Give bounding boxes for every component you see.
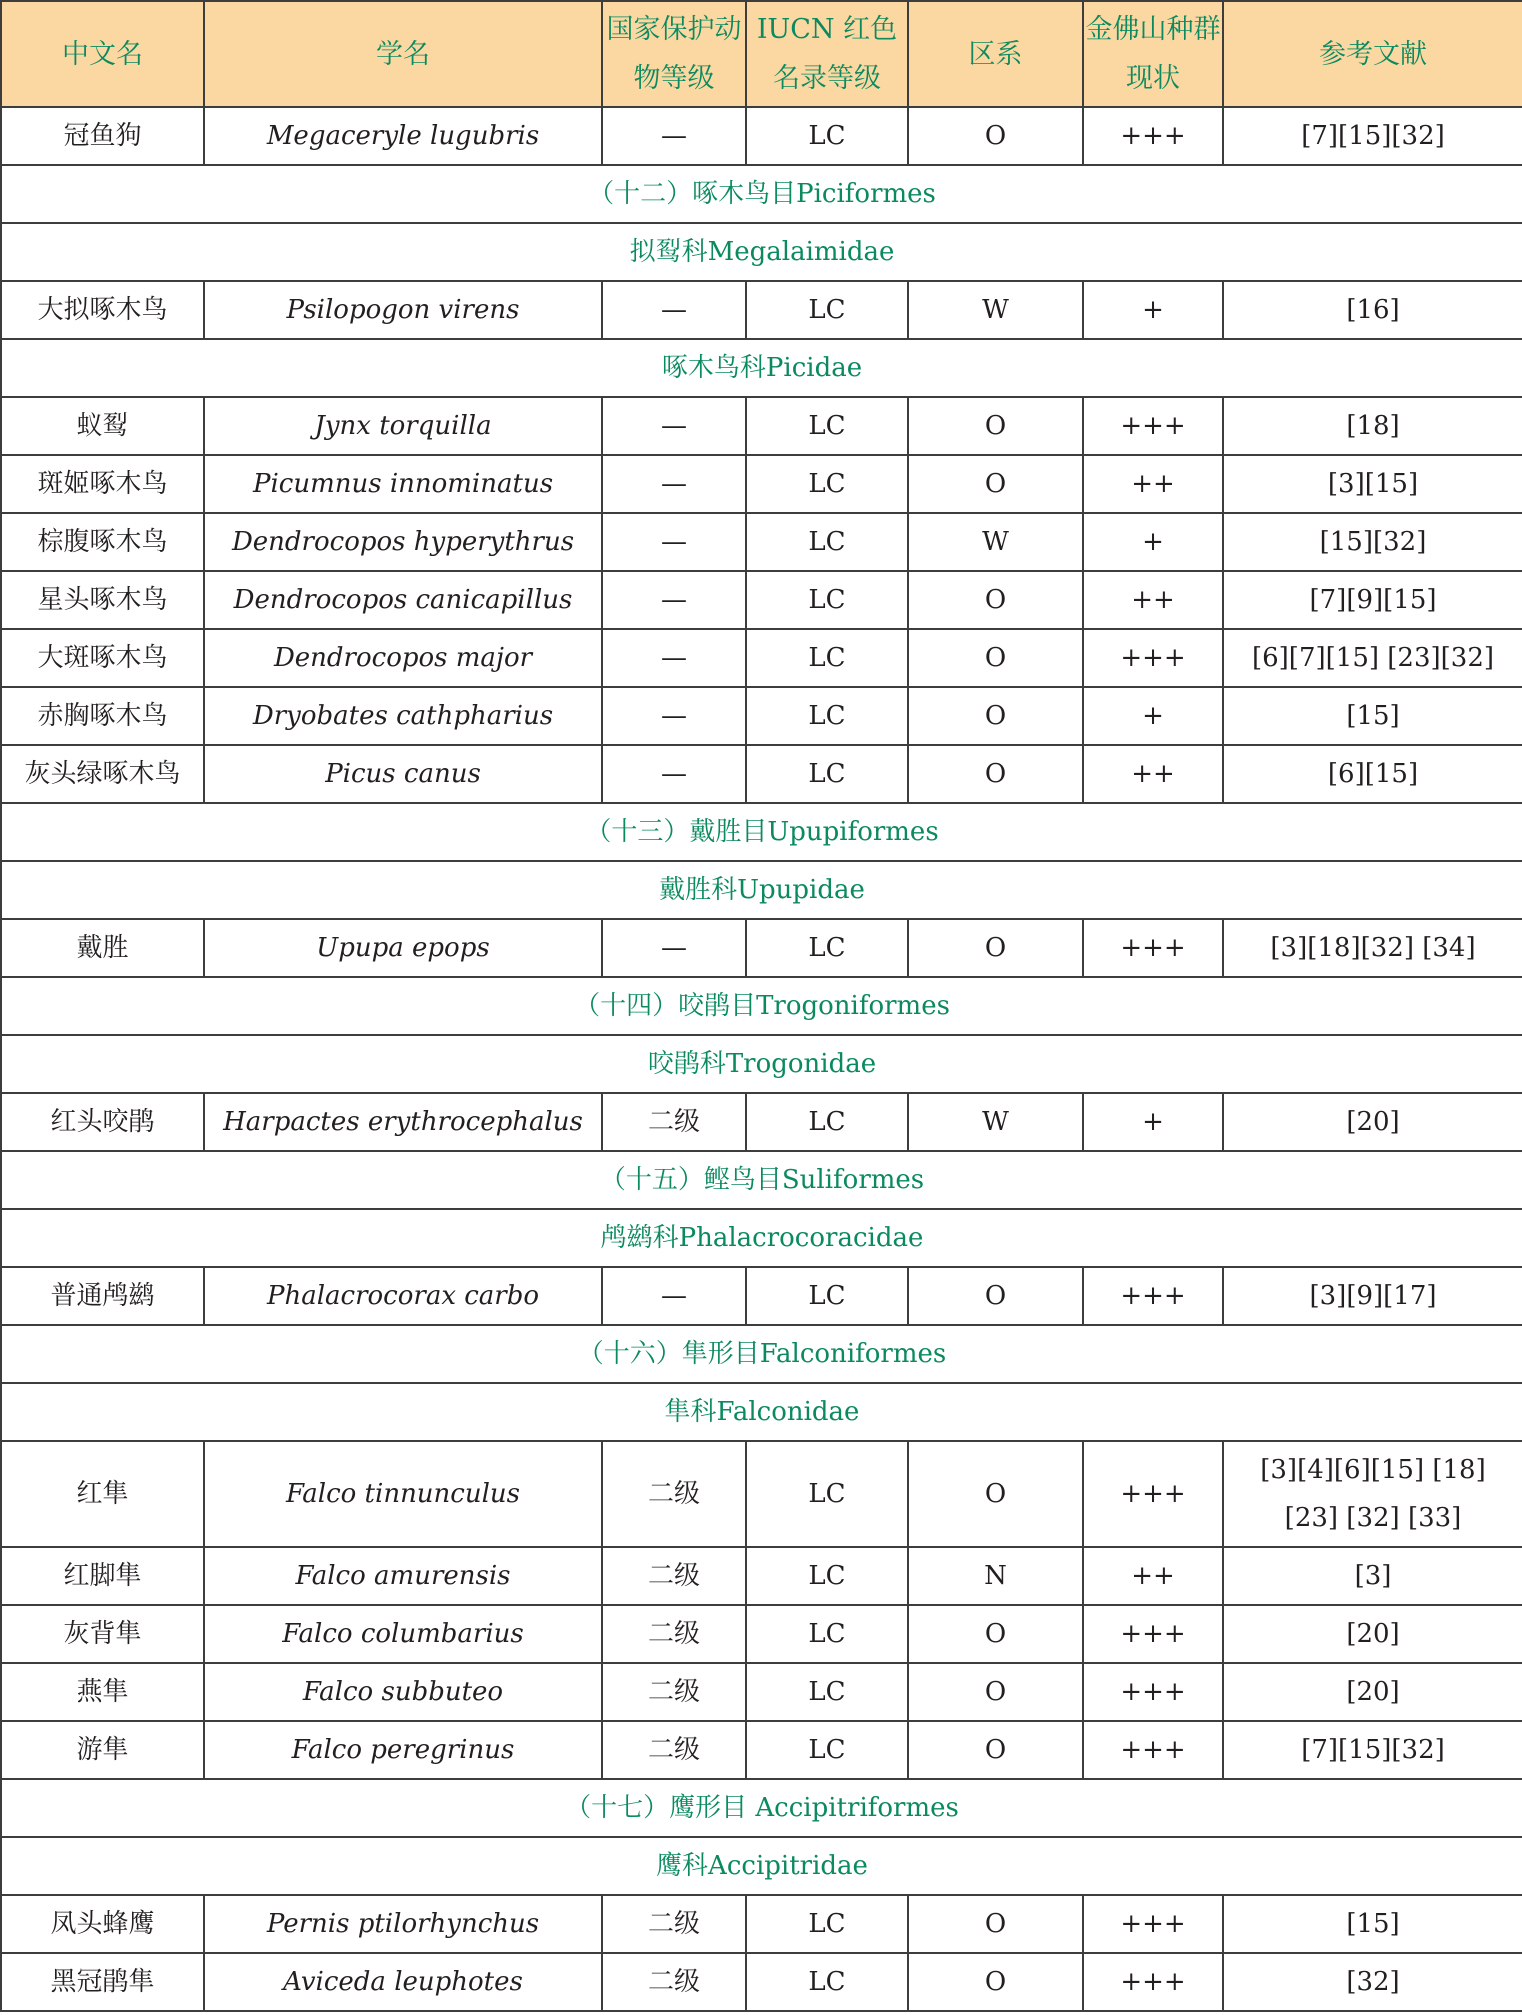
- cell-scientific-name: Dendrocopos hyperythrus: [204, 513, 602, 571]
- cell-iucn-status: LC: [746, 1547, 908, 1605]
- cell-national-level: —: [602, 281, 746, 339]
- cell-scientific-name: Picumnus innominatus: [204, 455, 602, 513]
- cell-iucn-status: LC: [746, 1605, 908, 1663]
- cell-chinese-name: 红脚隼: [1, 1547, 204, 1605]
- cell-iucn-status: LC: [746, 1441, 908, 1547]
- table-row: [1, 1721, 1522, 1779]
- cell-scientific-name: Dendrocopos canicapillus: [204, 571, 602, 629]
- table-row: [1, 919, 1522, 977]
- cell-national-level: —: [602, 629, 746, 687]
- cell-scientific-name: Falco tinnunculus: [204, 1441, 602, 1547]
- table-row: [1, 571, 1522, 629]
- cell-region: O: [908, 1605, 1083, 1663]
- cell-national-level: 二级: [602, 1605, 746, 1663]
- cell-population: +: [1083, 687, 1223, 745]
- cell-iucn-status: LC: [746, 513, 908, 571]
- cell-iucn-status: LC: [746, 687, 908, 745]
- cell-national-level: 二级: [602, 1441, 746, 1547]
- cell-scientific-name: Falco peregrinus: [204, 1721, 602, 1779]
- cell-scientific-name: Falco columbarius: [204, 1605, 602, 1663]
- cell-region: O: [908, 745, 1083, 803]
- cell-chinese-name: 游隼: [1, 1721, 204, 1779]
- cell-iucn-status: LC: [746, 1953, 908, 2011]
- header-chinese-name: 中文名: [1, 1, 204, 107]
- taxon-group-label: （十七）鹰形目 Accipitriformes: [1, 1779, 1522, 1837]
- cell-region: W: [908, 513, 1083, 571]
- cell-population: +++: [1083, 1267, 1223, 1325]
- cell-references: [7][15][32]: [1223, 107, 1522, 165]
- cell-national-level: —: [602, 397, 746, 455]
- cell-region: O: [908, 571, 1083, 629]
- cell-population: ++: [1083, 1547, 1223, 1605]
- cell-iucn-status: LC: [746, 745, 908, 803]
- cell-national-level: 二级: [602, 1093, 746, 1151]
- table-row: [1, 455, 1522, 513]
- taxon-group-label: （十六）隼形目Falconiformes: [1, 1325, 1522, 1383]
- cell-references: [3][15]: [1223, 455, 1522, 513]
- cell-chinese-name: 灰背隼: [1, 1605, 204, 1663]
- cell-references: [3][18][32] [34]: [1223, 919, 1522, 977]
- cell-scientific-name: Phalacrocorax carbo: [204, 1267, 602, 1325]
- taxon-group-row: [1, 861, 1522, 919]
- cell-population: +++: [1083, 107, 1223, 165]
- table-row: [1, 687, 1522, 745]
- cell-region: O: [908, 1895, 1083, 1953]
- cell-iucn-status: LC: [746, 571, 908, 629]
- cell-iucn-status: LC: [746, 1093, 908, 1151]
- cell-references: [18]: [1223, 397, 1522, 455]
- taxon-group-label: 隼科Falconidae: [1, 1383, 1522, 1441]
- taxon-group-row: [1, 977, 1522, 1035]
- taxon-group-row: [1, 165, 1522, 223]
- cell-scientific-name: Megaceryle lugubris: [204, 107, 602, 165]
- cell-national-level: —: [602, 1267, 746, 1325]
- cell-region: O: [908, 397, 1083, 455]
- cell-national-level: —: [602, 513, 746, 571]
- cell-references: [3]: [1223, 1547, 1522, 1605]
- taxon-group-label: 啄木鸟科Picidae: [1, 339, 1522, 397]
- cell-national-level: 二级: [602, 1547, 746, 1605]
- cell-iucn-status: LC: [746, 1267, 908, 1325]
- cell-chinese-name: 大拟啄木鸟: [1, 281, 204, 339]
- cell-iucn-status: LC: [746, 1721, 908, 1779]
- cell-national-level: 二级: [602, 1953, 746, 2011]
- header-region: 区系: [908, 1, 1083, 107]
- header-iucn: IUCN 红色名录等级: [746, 1, 908, 107]
- cell-references: [20]: [1223, 1093, 1522, 1151]
- cell-national-level: 二级: [602, 1663, 746, 1721]
- cell-national-level: —: [602, 107, 746, 165]
- cell-region: O: [908, 1953, 1083, 2011]
- cell-scientific-name: Upupa epops: [204, 919, 602, 977]
- cell-chinese-name: 棕腹啄木鸟: [1, 513, 204, 571]
- table-row: [1, 1441, 1522, 1547]
- cell-references: [15]: [1223, 1895, 1522, 1953]
- taxon-group-label: （十四）咬鹃目Trogoniformes: [1, 977, 1522, 1035]
- header-population: 金佛山种群现状: [1083, 1, 1223, 107]
- cell-population: +++: [1083, 1953, 1223, 2011]
- cell-region: W: [908, 1093, 1083, 1151]
- cell-iucn-status: LC: [746, 281, 908, 339]
- cell-scientific-name: Psilopogon virens: [204, 281, 602, 339]
- cell-region: W: [908, 281, 1083, 339]
- taxon-group-row: [1, 1383, 1522, 1441]
- cell-region: O: [908, 919, 1083, 977]
- table-row: [1, 1093, 1522, 1151]
- cell-references: [3][4][6][15] [18][23] [32] [33]: [1223, 1441, 1522, 1547]
- cell-region: O: [908, 1267, 1083, 1325]
- taxon-group-row: [1, 1209, 1522, 1267]
- cell-chinese-name: 凤头蜂鹰: [1, 1895, 204, 1953]
- cell-population: +++: [1083, 1721, 1223, 1779]
- cell-region: O: [908, 1663, 1083, 1721]
- cell-region: O: [908, 107, 1083, 165]
- cell-references: [20]: [1223, 1663, 1522, 1721]
- cell-chinese-name: 红头咬鹃: [1, 1093, 204, 1151]
- cell-iucn-status: LC: [746, 107, 908, 165]
- taxon-group-row: [1, 223, 1522, 281]
- table-row: [1, 281, 1522, 339]
- cell-scientific-name: Dendrocopos major: [204, 629, 602, 687]
- cell-population: +: [1083, 1093, 1223, 1151]
- cell-population: +: [1083, 281, 1223, 339]
- table-body: [1, 107, 1522, 2011]
- cell-national-level: —: [602, 455, 746, 513]
- table-row: [1, 1547, 1522, 1605]
- cell-national-level: —: [602, 919, 746, 977]
- cell-region: O: [908, 1441, 1083, 1547]
- cell-chinese-name: 冠鱼狗: [1, 107, 204, 165]
- cell-iucn-status: LC: [746, 455, 908, 513]
- cell-population: +++: [1083, 1895, 1223, 1953]
- cell-references: [7][9][15]: [1223, 571, 1522, 629]
- cell-scientific-name: Falco amurensis: [204, 1547, 602, 1605]
- cell-scientific-name: Pernis ptilorhynchus: [204, 1895, 602, 1953]
- cell-references: [6][7][15] [23][32]: [1223, 629, 1522, 687]
- table-row: [1, 1267, 1522, 1325]
- taxon-group-label: （十三）戴胜目Upupiformes: [1, 803, 1522, 861]
- taxon-group-row: [1, 1779, 1522, 1837]
- cell-national-level: —: [602, 571, 746, 629]
- taxon-group-label: （十五）鲣鸟目Suliformes: [1, 1151, 1522, 1209]
- cell-population: +++: [1083, 1605, 1223, 1663]
- cell-references: [7][15][32]: [1223, 1721, 1522, 1779]
- cell-references: [16]: [1223, 281, 1522, 339]
- cell-chinese-name: 黑冠鹃隼: [1, 1953, 204, 2011]
- table-row: [1, 1953, 1522, 2011]
- cell-population: ++: [1083, 455, 1223, 513]
- cell-national-level: —: [602, 687, 746, 745]
- cell-references: [15]: [1223, 687, 1522, 745]
- cell-region: O: [908, 687, 1083, 745]
- header-references: 参考文献: [1223, 1, 1522, 107]
- table-row: [1, 1663, 1522, 1721]
- cell-iucn-status: LC: [746, 1663, 908, 1721]
- cell-population: ++: [1083, 571, 1223, 629]
- table-row: [1, 397, 1522, 455]
- cell-national-level: 二级: [602, 1721, 746, 1779]
- cell-region: N: [908, 1547, 1083, 1605]
- cell-population: +++: [1083, 397, 1223, 455]
- taxon-group-row: [1, 1837, 1522, 1895]
- cell-region: O: [908, 629, 1083, 687]
- table-row: [1, 1605, 1522, 1663]
- taxon-group-row: [1, 1151, 1522, 1209]
- table-row: [1, 107, 1522, 165]
- taxon-group-row: [1, 1325, 1522, 1383]
- taxon-group-label: （十二）啄木鸟目Piciformes: [1, 165, 1522, 223]
- table-row: [1, 629, 1522, 687]
- cell-population: ++: [1083, 745, 1223, 803]
- cell-references: [32]: [1223, 1953, 1522, 2011]
- cell-national-level: 二级: [602, 1895, 746, 1953]
- taxon-group-label: 拟䴕科Megalaimidae: [1, 223, 1522, 281]
- taxon-group-label: 鹰科Accipitridae: [1, 1837, 1522, 1895]
- cell-chinese-name: 燕隼: [1, 1663, 204, 1721]
- cell-iucn-status: LC: [746, 629, 908, 687]
- cell-scientific-name: Harpactes erythrocephalus: [204, 1093, 602, 1151]
- cell-population: +++: [1083, 629, 1223, 687]
- cell-chinese-name: 灰头绿啄木鸟: [1, 745, 204, 803]
- cell-scientific-name: Jynx torquilla: [204, 397, 602, 455]
- cell-chinese-name: 普通鸬鹚: [1, 1267, 204, 1325]
- cell-references: [15][32]: [1223, 513, 1522, 571]
- cell-scientific-name: Picus canus: [204, 745, 602, 803]
- taxon-group-label: 咬鹃科Trogonidae: [1, 1035, 1522, 1093]
- cell-scientific-name: Aviceda leuphotes: [204, 1953, 602, 2011]
- cell-references: [3][9][17]: [1223, 1267, 1522, 1325]
- cell-region: O: [908, 455, 1083, 513]
- cell-chinese-name: 赤胸啄木鸟: [1, 687, 204, 745]
- taxon-group-label: 戴胜科Upupidae: [1, 861, 1522, 919]
- cell-references: [6][15]: [1223, 745, 1522, 803]
- taxon-group-row: [1, 803, 1522, 861]
- table-row: [1, 513, 1522, 571]
- cell-population: +++: [1083, 1663, 1223, 1721]
- cell-iucn-status: LC: [746, 397, 908, 455]
- cell-chinese-name: 戴胜: [1, 919, 204, 977]
- cell-scientific-name: Dryobates cathpharius: [204, 687, 602, 745]
- header-scientific-name: 学名: [204, 1, 602, 107]
- cell-chinese-name: 红隼: [1, 1441, 204, 1547]
- cell-chinese-name: 星头啄木鸟: [1, 571, 204, 629]
- cell-population: +: [1083, 513, 1223, 571]
- cell-chinese-name: 大斑啄木鸟: [1, 629, 204, 687]
- cell-scientific-name: Falco subbuteo: [204, 1663, 602, 1721]
- cell-chinese-name: 蚁䴕: [1, 397, 204, 455]
- taxon-group-label: 鸬鹚科Phalacrocoracidae: [1, 1209, 1522, 1267]
- cell-population: +++: [1083, 1441, 1223, 1547]
- taxon-group-row: [1, 1035, 1522, 1093]
- cell-region: O: [908, 1721, 1083, 1779]
- table-header-row: [1, 1, 1522, 107]
- cell-iucn-status: LC: [746, 1895, 908, 1953]
- cell-references: [20]: [1223, 1605, 1522, 1663]
- table-row: [1, 745, 1522, 803]
- table-row: [1, 1895, 1522, 1953]
- cell-population: +++: [1083, 919, 1223, 977]
- cell-iucn-status: LC: [746, 919, 908, 977]
- header-national-level: 国家保护动物等级: [602, 1, 746, 107]
- cell-national-level: —: [602, 745, 746, 803]
- cell-chinese-name: 斑姬啄木鸟: [1, 455, 204, 513]
- taxon-group-row: [1, 339, 1522, 397]
